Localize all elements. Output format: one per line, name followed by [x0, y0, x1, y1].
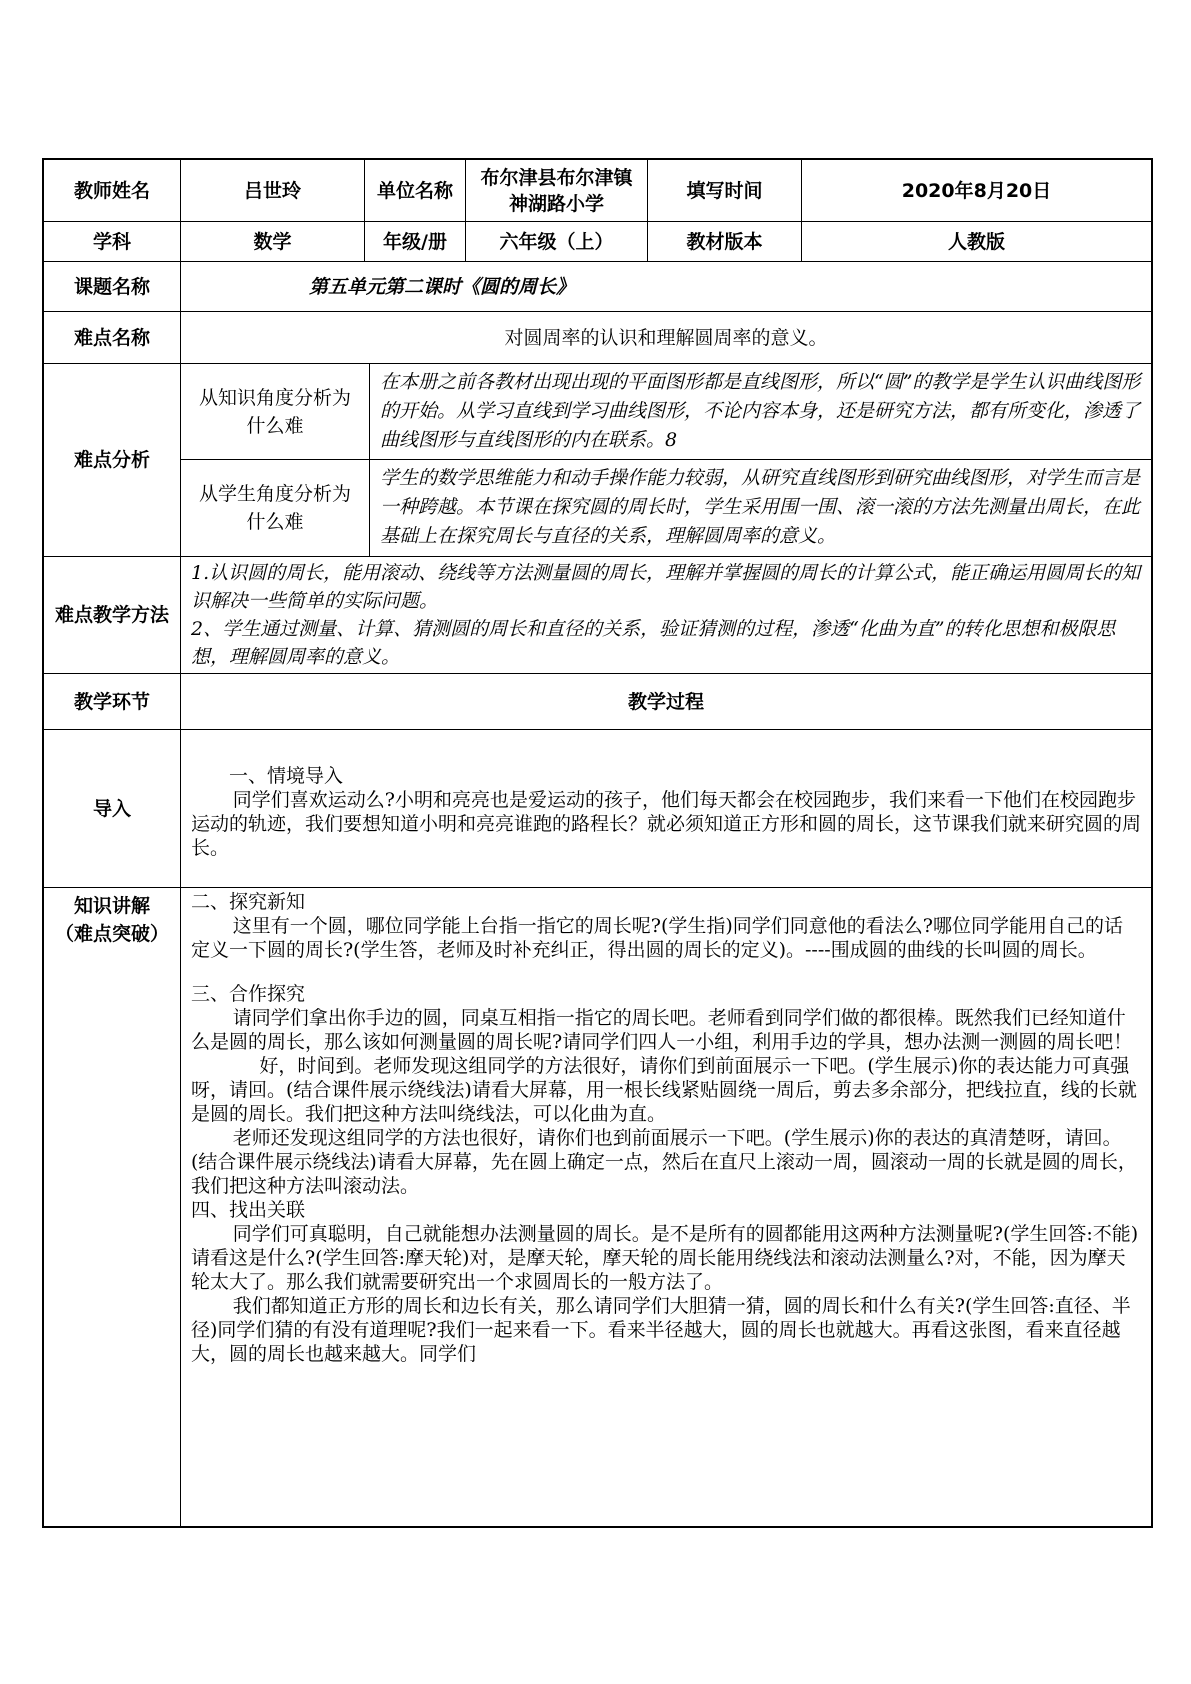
knowledge-angle-text: 在本册之前各教材出现出现的平面图形都是直线图形，所以“圆”的教学是学生认识曲线图形的开始。从学习直线到学习曲线图形，不论内容本身，还是研究方法，都有所变化，渗透了曲线图形与直线图形的内在联系。8: [380, 371, 1141, 451]
knowledge-analysis-row: [181, 364, 1151, 460]
intro-row: [44, 730, 1151, 888]
stage-label: 教学环节: [44, 674, 181, 729]
header-row-2: [44, 222, 1151, 262]
paragraph-spacer: [191, 962, 1141, 982]
student-angle-label: 从学生角度分析为什么难: [181, 460, 370, 556]
intro-text: 同学们喜欢运动么?小明和亮亮也是爱运动的孩子，他们每天都会在校园跑步，我们来看一下他们在校园跑步运动的轨迹，我们要想知道小明和亮亮谁跑的路程长？就必须知道正方形和圆的周长，这节课我们就来研究圆的周长。: [191, 789, 1142, 859]
subject-label: 学科: [44, 222, 181, 261]
topic-row: [44, 262, 1151, 312]
date-value: 2020年8月20日: [901, 179, 1052, 202]
unit-label: 单位名称: [365, 160, 466, 221]
difficulty-value: 对圆周率的认识和理解圆周率的意义。: [504, 326, 828, 349]
lesson-plan-table: [42, 158, 1153, 1528]
intro-text-cell: [181, 730, 1151, 887]
grade-value: 六年级（上）: [466, 222, 648, 261]
intro-heading: 一、情境导入: [229, 765, 344, 787]
method-label: 难点教学方法: [44, 557, 181, 673]
knowledge-label-line1: 知识讲解: [73, 895, 150, 917]
method-text-2: 2、学生通过测量、计算、猜测圆的周长和直径的关系，验证猜测的过程，渗透“化曲为直”的转化思想和极限思想，理解圆周率的意义。: [191, 618, 1116, 668]
cooperate-paragraph-3: 老师还发现这组同学的方法也很好，请你们也到前面展示一下吧。(学生展示)你的表达的真清楚呀，请回。(结合课件展示绕线法)请看大屏幕，先在圆上确定一点，然后在直尺上滚动一周，圆滚动一周的长就是圆的周长，我们把这种方法叫滚动法。: [191, 1127, 1137, 1197]
topic-value: 第五单元第二课时《圆的周长》: [309, 275, 576, 298]
knowledge-angle-label: 从知识角度分析为什么难: [181, 364, 370, 459]
relation-paragraph-1: 同学们可真聪明，自己就能想办法测量圆的周长。是不是所有的圆都能用这两种方法测量呢?(学生回答:不能)请看这是什么?(学生回答:摩天轮)对，是摩天轮，摩天轮的周长能用绕线法和滚动法测量么?对，不能，因为摩天轮太大了。那么我们就需要研究出一个求圆周长的一般方法了。: [191, 1223, 1139, 1293]
method-row: [44, 557, 1151, 674]
grade-label: 年级/册: [365, 222, 466, 261]
teacher-value: 吕世玲: [181, 160, 365, 221]
process-header-row: [44, 674, 1151, 730]
section-heading-relation: 四、找出关联: [191, 1199, 306, 1221]
analysis-subgrid: [181, 364, 1151, 556]
edition-value: 人教版: [947, 230, 1005, 253]
knowledge-text-cell: [181, 888, 1151, 1526]
header-row-1: [44, 160, 1151, 222]
intro-label: 导入: [44, 730, 181, 887]
explore-paragraph: 这里有一个圆，哪位同学能上台指一指它的周长呢?(学生指)同学们同意他的看法么?哪位同学能用自己的话定义一下圆的周长?(学生答，老师及时补充纠正，得出圆的周长的定义)。----围成圆的曲线的长叫圆的周长。: [191, 915, 1123, 961]
edition-label: 教材版本: [648, 222, 802, 261]
relation-paragraph-2: 我们都知道正方形的周长和边长有关，那么请同学们大胆猜一猜，圆的周长和什么有关?(学生回答:直径、半径)同学们猜的有没有道理呢?我们一起来看一下。看来半径越大，圆的周长也就越大。再看这张图，看来直径越大，圆的周长也越来越大。同学们: [191, 1295, 1131, 1365]
teacher-label: 教师姓名: [44, 160, 181, 221]
section-heading-explore: 二、探究新知: [191, 891, 306, 913]
knowledge-label-line2: （难点突破）: [54, 923, 169, 945]
cooperate-paragraph-1: 请同学们拿出你手边的圆，同桌互相指一指它的周长吧。老师看到同学们做的都很棒。既然我们已经知道什么是圆的周长，那么该如何测量圆的周长呢?请同学们四人一小组，利用手边的学具，想办法测一测圆的周长吧！: [191, 1007, 1133, 1053]
method-text-cell: [181, 557, 1151, 673]
knowledge-row: [44, 888, 1151, 1526]
student-angle-text: 学生的数学思维能力和动手操作能力较弱，从研究直线图形到研究曲线图形，对学生而言是一种跨越。本节课在探究圆的周长时，学生采用围一围、滚一滚的方法先测量出周长，在此基础上在探究周长与直径的关系，理解圆周率的意义。: [380, 467, 1141, 547]
method-text-1: 1.认识圆的周长，能用滚动、绕线等方法测量圆的周长，理解并掌握圆的周长的计算公式，能正确运用圆周长的知识解决一些简单的实际问题。: [191, 562, 1141, 612]
subject-value: 数学: [181, 222, 365, 261]
date-label: 填写时间: [648, 160, 802, 221]
section-heading-cooperate: 三、合作探究: [191, 983, 306, 1005]
process-label: 教学过程: [627, 690, 704, 713]
difficulty-label: 难点名称: [44, 312, 181, 363]
knowledge-label-cell: [44, 888, 181, 1526]
analysis-label: 难点分析: [44, 364, 181, 556]
topic-value-cell: [181, 262, 1151, 311]
cooperate-paragraph-2: 好，时间到。老师发现这组同学的方法很好，请你们到前面展示一下吧。(学生展示)你的表达能力可真强呀，请回。(结合课件展示绕线法)请看大屏幕，用一根长线紧贴圆绕一周后，剪去多余部分，把线拉直，线的长就是圆的周长。我们把这种方法叫绕线法，可以化曲为直。: [191, 1055, 1137, 1125]
unit-value: [466, 160, 648, 221]
student-analysis-row: [181, 460, 1151, 556]
difficulty-row: [44, 312, 1151, 364]
topic-label: 课题名称: [44, 262, 181, 311]
analysis-row: [44, 364, 1151, 557]
unit-value-line2: 神湖路小学: [508, 192, 604, 215]
unit-value-line1: 布尔津县布尔津镇: [480, 166, 633, 189]
